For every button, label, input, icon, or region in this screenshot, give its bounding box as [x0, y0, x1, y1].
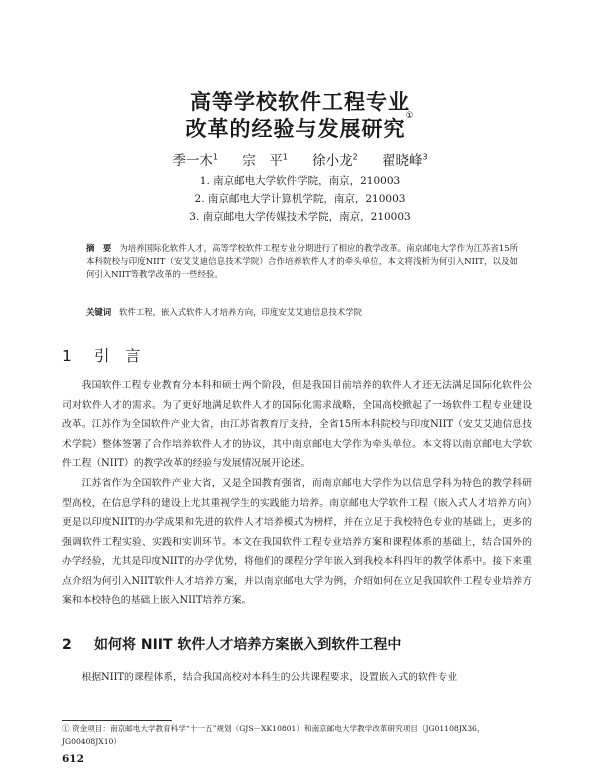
- affiliation-1: 1. 南京邮电大学软件学院，南京，210003: [199, 175, 401, 187]
- footnote: [62, 722, 532, 748]
- keywords-label: 关键词: [86, 307, 112, 317]
- author-name: 徐小龙: [312, 153, 353, 169]
- keywords-text: 软件工程，嵌入式软件人才培养方向，印度安艾艾迪信息技术学院: [119, 307, 362, 317]
- title-footnote-mark: ①: [405, 111, 415, 121]
- author-name: 宗 平: [242, 153, 283, 169]
- author-list: [0, 149, 600, 169]
- section-1-heading: [62, 344, 141, 366]
- title-line-1: [0, 86, 600, 116]
- author: [312, 149, 358, 169]
- title-line-2-text: 改革的经验与发展研究: [185, 117, 406, 141]
- author-affiliation-mark: 2: [352, 152, 358, 162]
- body-paragraph: 根据NIIT的课程体系，结合我国高校对本科生的公共课程要求，设置嵌入式的软件专业: [81, 672, 458, 683]
- footnote-mark: ①: [62, 724, 70, 733]
- author: [242, 149, 288, 169]
- author: [382, 149, 428, 169]
- author-name: 翟晓峰: [382, 153, 423, 169]
- abstract: [86, 242, 518, 281]
- body-paragraph: 我国软件工程专业教育分本科和硕士两个阶段，但是我国目前培养的软件人才还无法满足国际化软件公司对软件人才的需求。为了更好地满足软件人才的国际化需求战略，全国高校掀起了一场软件工程专业建设改革。江苏作为全国软件产业大省，由江苏省教育厅支持，全省15所本科院校与印度NIIT（安艾艾迪信息技术学院）整体签署了合作培养软件人才的协议，其中南京邮电大学作为牵头单位。本文将以南京邮电大学软件工程（NIIT）的教学改革的经验与发展情况展开论述。: [62, 380, 532, 469]
- abstract-label: 摘 要: [86, 243, 112, 253]
- footnote-rule: [62, 720, 172, 721]
- title-line-2: [0, 113, 600, 143]
- footnote-text: 资金项目：南京邮电大学教育科学“十一五”规划（GJS－XK10801）和南京邮电大学教学改革研究项目（JG01108JX36，JG00408JX10）: [62, 724, 485, 746]
- author-affiliation-mark: 1: [212, 152, 218, 162]
- keywords: [86, 306, 518, 319]
- abstract-text: 为培养国际化软件人才，高等学校软件工程专业分期进行了相应的教学改革。南京邮电大学作为江苏省15所本科院校与印度NIIT（安艾艾迪信息技术学院）合作培养软件人才的牵头单位，本文将浅析为何引入NIIT，以及如何引入NIIT等教学改革的一些经验。: [86, 243, 519, 279]
- section-title: 引 言: [94, 347, 141, 365]
- page-number: 612: [62, 753, 84, 765]
- author: [172, 149, 218, 169]
- affiliation-2: 2. 南京邮电大学计算机学院，南京，210003: [194, 193, 406, 205]
- section-2-heading: [62, 634, 401, 654]
- title-line-1-text: 高等学校软件工程专业: [190, 90, 410, 114]
- section-number: 1: [62, 347, 72, 365]
- author-name: 季一木: [172, 153, 213, 169]
- body-paragraph: 江苏省作为全国软件产业大省，又是全国教育强省，而南京邮电大学作为以信息学科为特色的教学科研型高校，在信息学科的建设上尤其重视学生的实践能力培养。南京邮电大学软件工程（嵌入式人才培养方向）更是以印度NIIT的办学成果和先进的软件人才培养模式为榜样，并在立足于我校特色专业的基础上，更多的强调软件工程实验、实践和实训环节。本文在我国软件工程专业培养方案和课程体系的基础上，结合国外的办学经验，尤其是印度NIIT的办学优势，将他们的课程分学年嵌入到我校本科四年的教学体系中。接下来重点介绍为何引入NIIT软件人才培养方案，并以南京邮电大学为例，介绍如何在立足我国软件工程专业培养方案和本校特色的基础上嵌入NIIT培养方案。: [62, 478, 532, 606]
- affiliation-3: 3. 南京邮电大学传媒技术学院，南京，210003: [189, 211, 411, 223]
- section-title: 如何将 NIIT 软件人才培养方案嵌入到软件工程中: [94, 637, 402, 653]
- author-affiliation-mark: 3: [422, 152, 428, 162]
- section-number: 2: [62, 637, 72, 653]
- author-affiliation-mark: 1: [282, 152, 288, 162]
